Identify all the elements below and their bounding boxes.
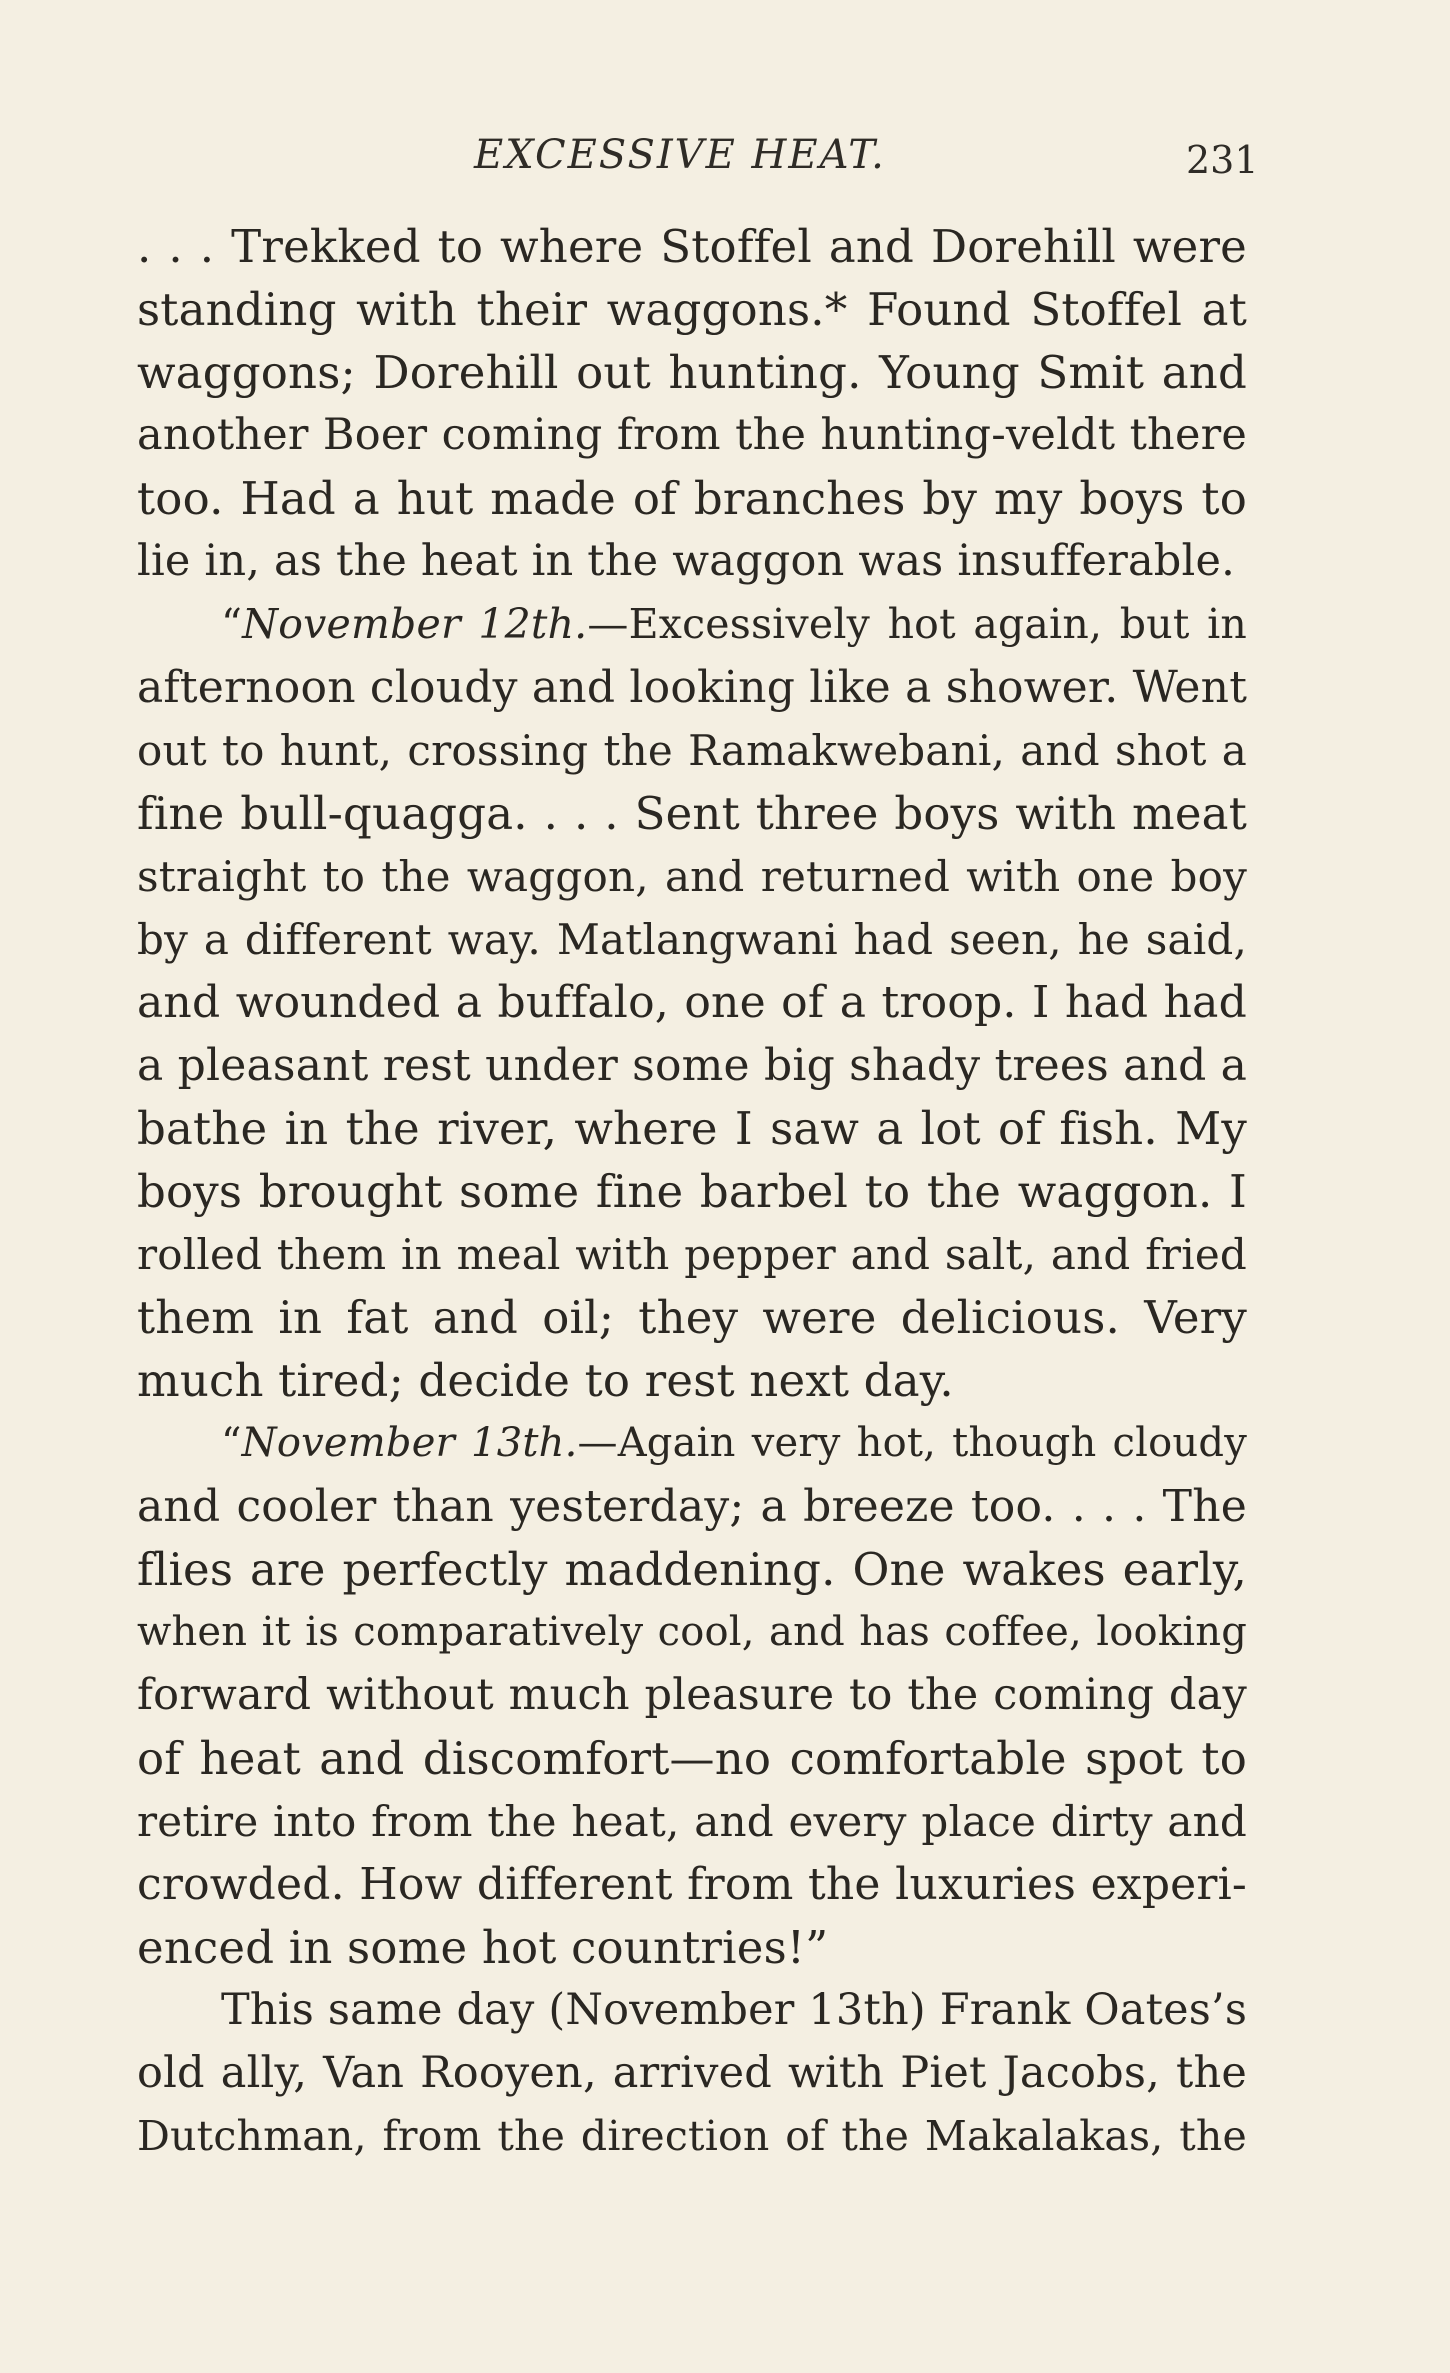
text-line: old ally, Van Rooyen, arrived with Piet Jacobs, the: [137, 2048, 1247, 2098]
running-head: [0, 132, 1450, 192]
text-line: straight to the waggon, and returned with one boy: [137, 852, 1247, 901]
diary-date: November 12th.: [242, 600, 588, 648]
running-title: EXCESSIVE HEAT.: [474, 132, 886, 178]
text-line: by a different way. Matlangwani had seen, he said,: [137, 915, 1247, 964]
text-line: lie in, as the heat in the waggon was insufferable.: [137, 536, 1235, 586]
text-line: and wounded a buffalo, one of a troop. I had had: [137, 977, 1247, 1028]
text-line: fine bull-quagga. . . . Sent three boys with meat: [137, 787, 1247, 840]
text-line: flies are perfectly maddening. One wakes early,: [137, 1543, 1247, 1596]
text-line: Dutchman, from the direction of the Makalakas, the: [137, 2112, 1247, 2160]
text-line: . . . Trekked to where Stoffel and Dorehill were: [137, 220, 1247, 273]
text-line: waggons; Dorehill out hunting. Young Smit and: [137, 346, 1247, 399]
text-line: a pleasant rest under some big shady trees and a: [137, 1040, 1248, 1091]
text-line: bathe in the river, where I saw a lot of fish. My: [137, 1102, 1247, 1155]
text-line-entry-start: “November 13th.—Again very hot, though cloudy: [221, 1420, 1247, 1466]
body-text: [137, 215, 1247, 2168]
page-number: 231: [1186, 138, 1259, 182]
text-line-paragraph-start: This same day (November 13th) Frank Oates’s: [221, 1985, 1248, 2035]
text-line: when it is comparatively cool, and has coffee, looking: [137, 1609, 1247, 1655]
text-line: rolled them in meal with pepper and salt, and fried: [137, 1230, 1247, 1279]
text-line: enced in some hot countries!”: [137, 1921, 829, 1974]
text-line: them in fat and oil; they were delicious. Very: [137, 1291, 1247, 1344]
text-line: afternoon cloudy and looking like a shower. Went: [137, 662, 1248, 713]
text-line: forward without much pleasure to the coming day: [137, 1670, 1247, 1720]
text-line: retire into from the heat, and every place dirty and: [137, 1797, 1247, 1846]
text-line: standing with their waggons.* Found Stoffel at: [137, 283, 1247, 336]
text-line: and cooler than yesterday; a breeze too. . . . The: [137, 1481, 1247, 1532]
text-line: much tired; decide to rest next day.: [137, 1354, 954, 1407]
text-line: out to hunt, crossing the Ramakwebani, and shot a: [137, 726, 1247, 775]
text-line: boys brought some fine barbel to the waggon. I: [137, 1165, 1247, 1218]
text-line-entry-start: “November 12th.—Excessively hot again, but in: [221, 600, 1248, 648]
diary-date: November 13th.: [241, 1420, 578, 1466]
text-line: crowded. How different from the luxuries experi-: [137, 1859, 1247, 1910]
text-line: another Boer coming from the hunting-veldt there: [137, 410, 1247, 460]
text-line: too. Had a hut made of branches by my boys to: [137, 472, 1247, 525]
text-line: of heat and discomfort—no comfortable spot to: [137, 1732, 1247, 1785]
